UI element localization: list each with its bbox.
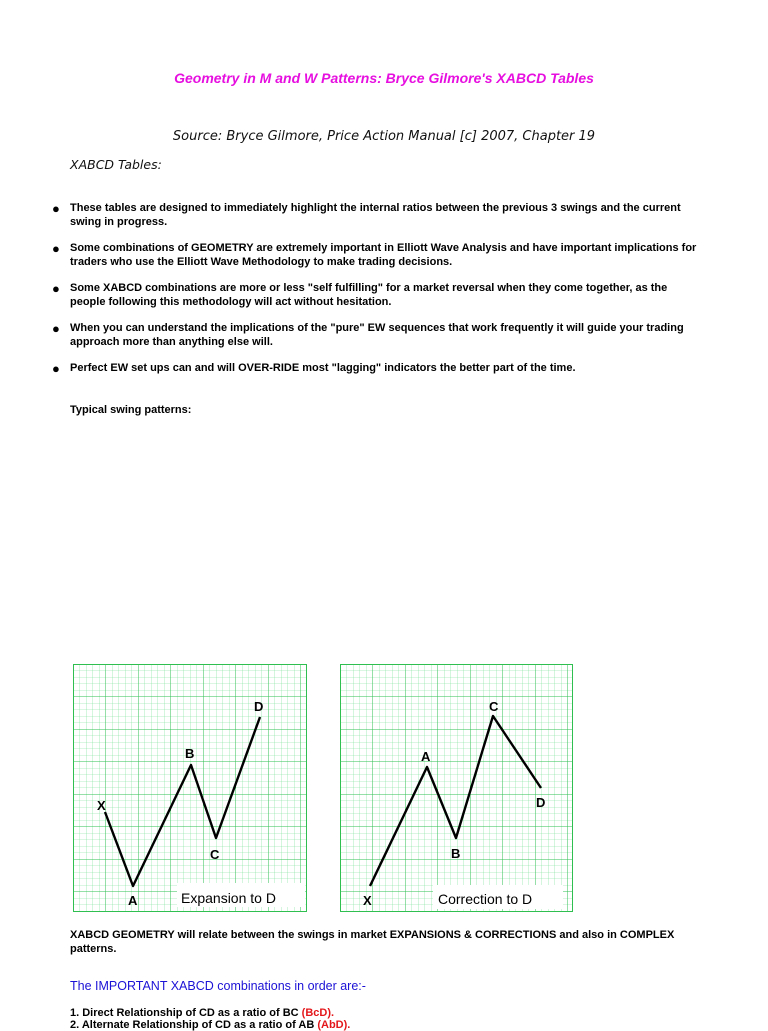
bullet-text: Some combinations of GEOMETRY are extremely important in Elliott Wave Analysis and have important implications for traders who use the Elliott Wave Methodology to make trading decisions.	[70, 242, 697, 268]
bullet-dot-icon: ●	[52, 281, 60, 296]
tables-label: XABCD Tables:	[70, 157, 162, 172]
figure-caption: Expansion to D	[181, 890, 276, 906]
typical-swing-label: Typical swing patterns:	[70, 404, 192, 416]
point-d-label: D	[254, 699, 264, 714]
bullet-item	[52, 242, 702, 269]
point-a-label: A	[421, 749, 431, 764]
source-line: Source: Bryce Gilmore, Price Action Manual [c] 2007, Chapter 19	[172, 129, 596, 144]
correction-diagram	[340, 664, 573, 912]
bullet-text: Some XABCD combinations are more or less "self fulfilling" for a market reversal when they come together, as the people following this methodology will act without hesitation.	[70, 282, 668, 308]
expansion-diagram	[73, 664, 307, 912]
point-a-label: A	[128, 893, 138, 908]
bullet-text: Perfect EW set ups can and will OVER-RIDE most "lagging" indicators the better part of the time.	[70, 362, 576, 374]
combo-item	[70, 1007, 334, 1019]
geometry-paragraph: XABCD GEOMETRY will relate between the swings in market EXPANSIONS & CORRECTIONS and also in COMPLEX patterns.	[70, 929, 675, 955]
point-c-label: C	[210, 847, 220, 862]
bullet-dot-icon: ●	[52, 321, 60, 336]
bullet-item	[52, 282, 702, 309]
expansion-figure	[73, 664, 307, 912]
combo-tag: (AbD).	[317, 1019, 351, 1031]
bullet-item	[52, 362, 702, 376]
bullet-list	[52, 202, 702, 389]
bullet-dot-icon: ●	[52, 201, 60, 216]
point-x-label: X	[97, 798, 106, 813]
combo-text: 1. Direct Relationship of CD as a ratio of BC	[70, 1007, 302, 1019]
point-c-label: C	[489, 699, 499, 714]
bullet-text: These tables are designed to immediately highlight the internal ratios between the previous 3 swings and the current swing in progress.	[70, 202, 681, 228]
point-b-label: B	[451, 846, 461, 861]
bullet-item	[52, 322, 702, 349]
correction-figure	[340, 664, 573, 912]
bullet-item	[52, 202, 702, 229]
point-d-label: D	[536, 795, 546, 810]
point-b-label: B	[185, 746, 195, 761]
combo-text: 2. Alternate Relationship of CD as a ratio of AB	[70, 1019, 318, 1031]
bullet-dot-icon: ●	[52, 241, 60, 256]
bullet-text: When you can understand the implications of the "pure" EW sequences that work frequently it will guide your trading approach more than anything else will.	[70, 322, 684, 348]
point-x-label: X	[363, 893, 372, 908]
important-heading: The IMPORTANT XABCD combinations in order are:-	[70, 979, 366, 993]
combo-tag: (BcD).	[301, 1007, 335, 1019]
combo-item	[70, 1019, 350, 1031]
bullet-dot-icon: ●	[52, 361, 60, 376]
page-title: Geometry in M and W Patterns: Bryce Gilmore's XABCD Tables	[174, 70, 594, 86]
figure-caption: Correction to D	[438, 891, 533, 907]
